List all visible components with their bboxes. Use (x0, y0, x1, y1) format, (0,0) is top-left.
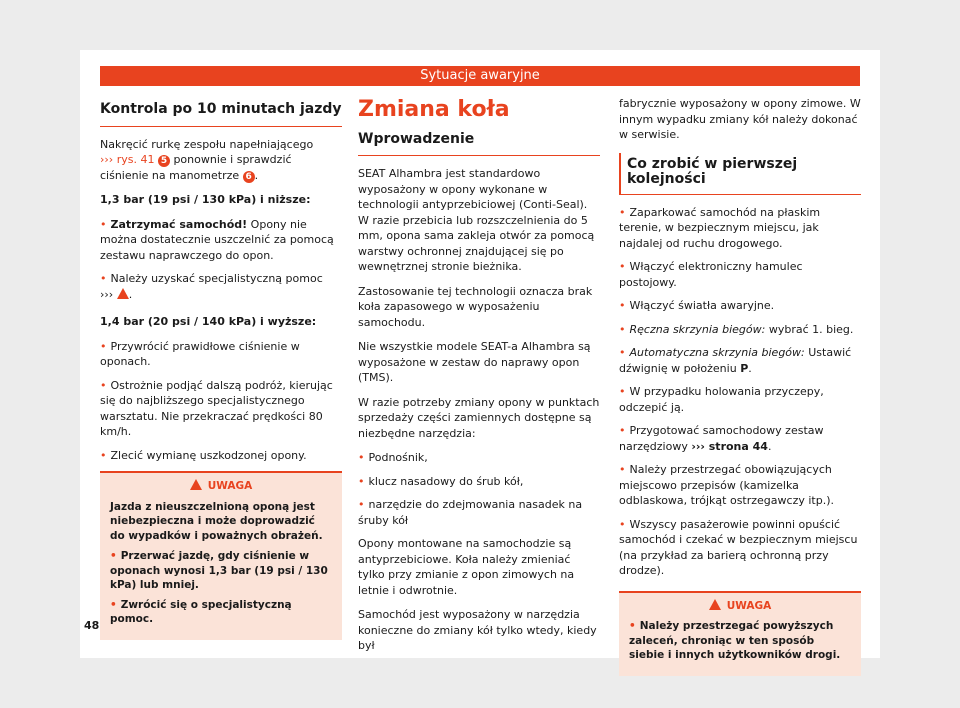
warning-triangle-icon (117, 288, 129, 299)
list-item: • Wszyscy pasażerowie powinni opuścić samochód i czekać w bezpiecznym miejscu (na przykład za barierą ochronną przy drodze). (619, 517, 861, 579)
warning-title (629, 599, 851, 614)
paragraph: W razie potrzeby zmiany opony w punktach sprzedaży części zamiennych dostępne są niezbędne narzędzia: (358, 395, 600, 440)
paragraph: SEAT Alhambra jest standardowo wyposażony w opony wykonane w technologii antyprzebiciowej (Conti-Seal). W razie przebicia lub rozszczelnienia do 5 mm, opona sama zakleja otwór za pomocą warstwy ochronnej znajdującej się po wewnętrznej stronie bieżnika. (358, 167, 595, 273)
list-item: • narzędzie do zdejmowania nasadek na śruby kół (358, 497, 600, 528)
warning-text: Jazda z nieuszczelnioną oponą jest niebezpieczna i może doprowadzić do wypadków i poważnych obrażeń. (110, 500, 323, 542)
page-number: 48 (84, 619, 100, 632)
warning-title (110, 479, 332, 494)
list-item: • Automatyczna skrzynia biegów: Ustawić dźwignię w położeniu P. (619, 345, 861, 376)
manual-gearbox-label: Ręczna skrzynia biegów: (629, 322, 766, 336)
list-item: • Podnośnik, (358, 450, 600, 466)
warning-title-text: UWAGA (726, 599, 772, 612)
pressure-high-heading: 1,4 bar (20 psi / 140 kPa) i wyższe: (100, 315, 317, 328)
list-item: • Należy przestrzegać obowiązujących miejscowo przepisów (kamizelka odblaskowa, trójkąt ostrzegawczy itp.). (619, 462, 861, 509)
list-item: • Włączyć światła awaryjne. (619, 298, 861, 314)
paragraph: Zastosowanie tej technologii oznacza brak koła zapasowego w wyposażeniu samochodu. (358, 284, 593, 329)
list-item: • Ostrożnie podjąć dalszą podróż, kierując się do najbliższego specjalistycznego warsztatu. Nie przekraczać prędkości 80 km/h. (100, 378, 342, 440)
intro-text-a: Nakręcić rurkę zespołu napełniającego (100, 137, 314, 151)
column-right (619, 96, 861, 676)
help-text: Należy uzyskać specjalistyczną pomoc (110, 272, 323, 285)
warning-ref-link[interactable]: ››› (100, 287, 114, 301)
list-item: • Włączyć elektroniczny hamulec postojowy. (619, 259, 861, 290)
paragraph: Opony montowane na samochodzie są antyprzebiciowe. Koła należy zmieniać tylko przy zmianie z opon zimowych na letnie i odwrotnie. (358, 537, 575, 597)
automatic-gearbox-label: Automatyczna skrzynia biegów: (629, 346, 805, 359)
list-item: • Zaparkować samochód na płaskim terenie, w bezpiecznym miejscu, jak najdalej od ruchu drogowego. (619, 205, 861, 252)
stop-car-desc: Opony nie można dostatecznie uszczelnić za pomocą zestawu naprawczego do opon. (100, 217, 334, 262)
list-item: • klucz nasadowy do śrub kół, (358, 474, 600, 490)
intro-text-b: ponownie i sprawdzić ciśnienie na manometrze (100, 153, 292, 182)
list-item: • Zlecić wymianę uszkodzonej opony. (100, 448, 342, 464)
heading-10-minute-check: Kontrola po 10 minutach jazdy (100, 96, 342, 127)
column-middle (358, 96, 600, 663)
list-item (619, 322, 861, 338)
warning-list-item: • Należy przestrzegać powyższych zaleceń, chroniąc w ten sposób siebie i innych użytkowników drogi. (629, 619, 851, 663)
list-item: • W przypadku holowania przyczepy, odczepić ją. (619, 384, 861, 415)
toolkit-text: Przygotować samochodowy zestaw narzędziowy (619, 424, 824, 453)
chapter-title: Zmiana koła (358, 97, 510, 122)
warning-list-item: • Przerwać jazdę, gdy ciśnienie w oponach wynosi 1,3 bar (19 psi / 130 kPa) lub mniej. (110, 549, 332, 593)
column-left (100, 96, 342, 640)
park-position: P (740, 361, 749, 375)
list-item: • Należy uzyskać specjalistyczną pomoc ››› . (100, 271, 342, 302)
warning-title-text: UWAGA (207, 480, 253, 492)
warning-list-item: • Zwrócić się o specjalistyczną pomoc. (110, 598, 332, 627)
stop-car-text: Zatrzymać samochód! (110, 217, 248, 231)
warning-box (100, 471, 342, 640)
paragraph: fabrycznie wyposażony w opony zimowe. W innym wypadku zmiany kół należy dokonać w serwisie. (619, 97, 861, 141)
figure-ref-link[interactable]: ››› rys. 41 (100, 153, 155, 166)
intro-paragraph: Nakręcić rurkę zespołu napełniającego ››› rys. 41 5 ponownie i sprawdzić ciśnienie na manometrze 6 . (100, 137, 314, 182)
callout-6: 6 (243, 171, 255, 183)
warning-box (619, 591, 861, 676)
section-header-bar: Sytuacje awaryjne (100, 66, 860, 86)
pressure-low-heading: 1,3 bar (19 psi / 130 kPa) i niższe: (100, 193, 311, 206)
automatic-gearbox-text: Ustawić dźwignię w położeniu (619, 346, 852, 375)
warning-triangle-icon (190, 479, 202, 490)
manual-gearbox-text: wybrać 1. bieg. (765, 322, 854, 336)
list-item: • Przygotować samochodowy zestaw narzędziowy ››› strona 44. (619, 423, 861, 454)
heading-first-steps: Co zrobić w pierwszej kolejności (619, 153, 861, 195)
page-ref-link[interactable]: ››› strona 44 (691, 439, 768, 453)
paragraph: Nie wszystkie modele SEAT-a Alhambra są wyposażone w zestaw do naprawy opon (TMS). (358, 340, 591, 384)
paragraph: Samochód jest wyposażony w narzędzia konieczne do zmiany kół tylko wtedy, kiedy był (358, 608, 597, 652)
list-item: • Przywrócić prawidłowe ciśnienie w oponach. (100, 339, 342, 370)
heading-introduction: Wprowadzenie (358, 132, 600, 157)
list-item (100, 217, 342, 264)
callout-5: 5 (158, 155, 170, 167)
warning-triangle-icon (709, 599, 721, 610)
